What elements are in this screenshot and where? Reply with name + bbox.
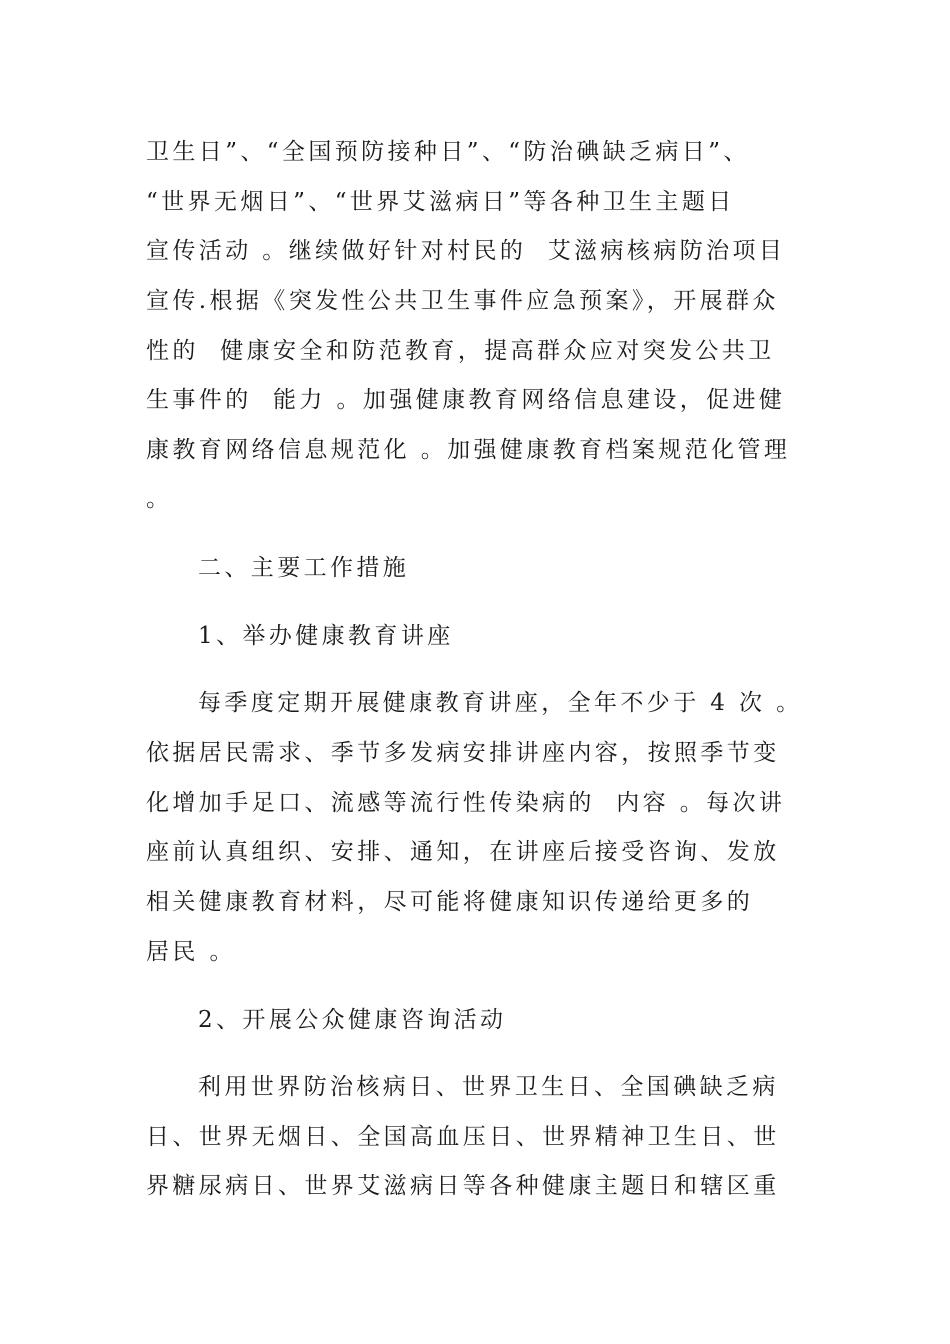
item-1-line-2: 依据居民需求、季节多发病安排讲座内容，按照季节变 (146, 740, 780, 766)
paragraph-1-line-6: 生事件的 能力 。加强健康教育网络信息建设，促进健 (146, 387, 786, 413)
item-1-line-4: 座前认真组织、安排、通知，在讲座后接受咨询、发放 (146, 839, 780, 865)
paragraph-1-line-7: 康教育网络信息规范化 。加强健康教育档案规范化管理 (146, 437, 791, 463)
item-2-line-3: 界糖尿病日、世界艾滋病日等各种健康主题日和辖区重 (146, 1173, 780, 1199)
item-2-heading: 2、开展公众健康咨询活动 (198, 1007, 507, 1033)
paragraph-1-line-5: 性的 健康安全和防范教育，提高群众应对突发公共卫 (146, 338, 775, 364)
item-1-line-6: 居民 。 (146, 939, 236, 965)
section-heading: 二、主要工作措施 (198, 555, 410, 581)
paragraph-1-line-2: “世界无烟日”、“世界艾滋病日”等各种卫生主题日 (146, 189, 735, 215)
item-1-line-3: 化增加手足口、流感等流行性传染病的 内容 。每次讲 (146, 790, 786, 816)
paragraph-1-line-4: 宣传.根据《突发性公共卫生事件应急预案》，开展群众 (146, 288, 779, 314)
paragraph-1-line-3: 宣传活动 。继续做好针对村民的 艾滋病核病防治项目 (146, 238, 786, 264)
item-2-line-1: 利用世界防治核病日、世界卫生日、全国碘缺乏病 (198, 1074, 779, 1100)
item-1-heading: 1、举办健康教育讲座 (198, 623, 454, 649)
item-2-line-2: 日、世界无烟日、全国高血压日、世界精神卫生日、世 (146, 1124, 780, 1150)
item-1-line-1: 每季度定期开展健康教育讲座，全年不少于 4 次 。 (198, 690, 803, 716)
paragraph-1-line-1: 卫生日”、“全国预防接种日”、“防治碘缺乏病日”、 (146, 139, 750, 165)
paragraph-1-line-8: 。 (146, 486, 173, 512)
item-1-line-5: 相关健康教育材料，尽可能将健康知识传递给更多的 (146, 889, 754, 915)
